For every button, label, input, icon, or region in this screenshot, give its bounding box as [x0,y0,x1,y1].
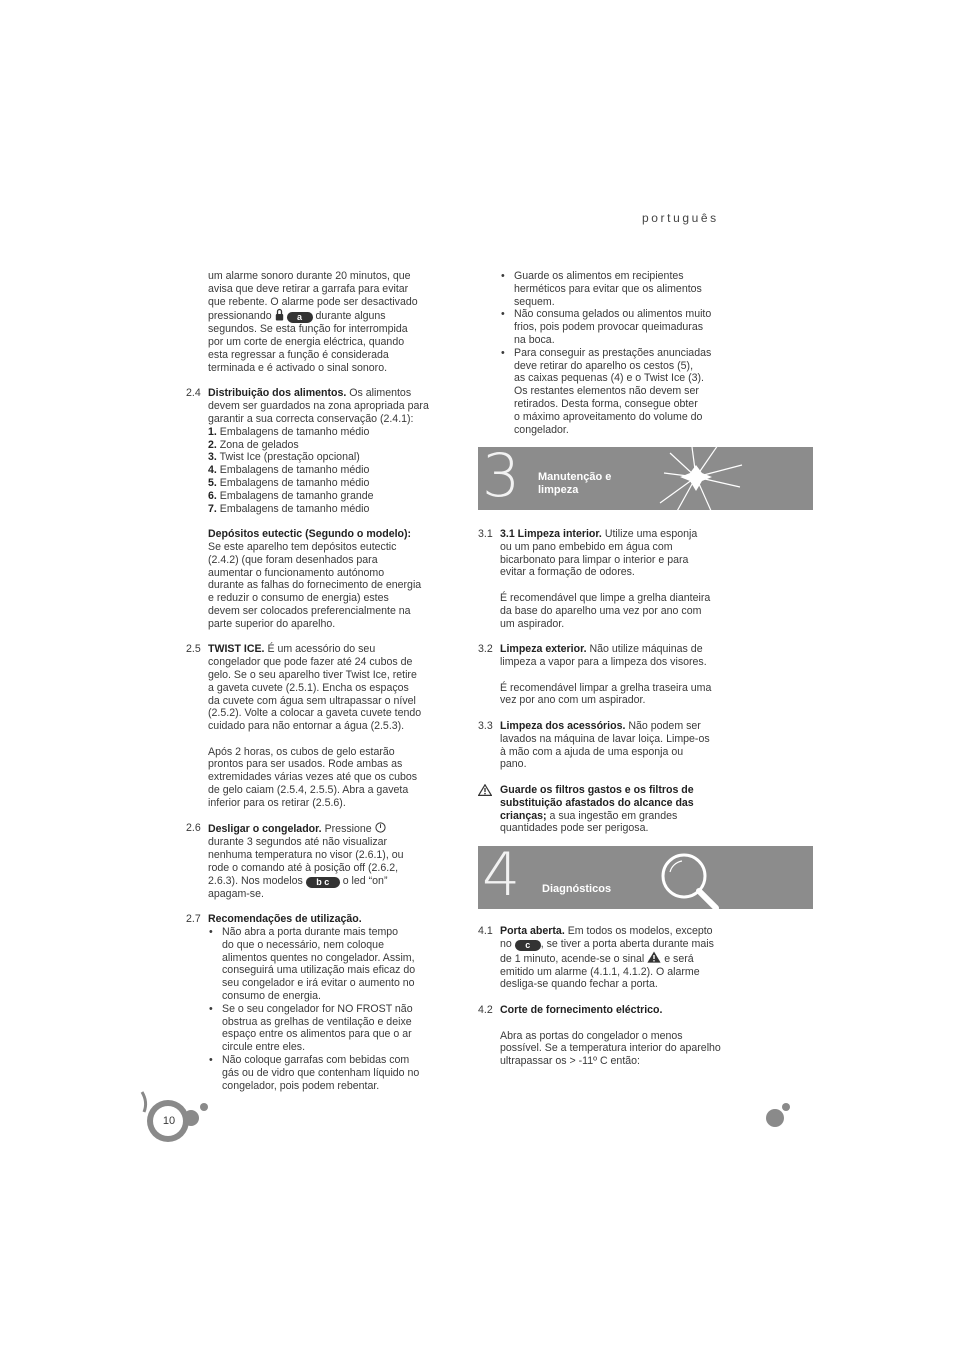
section-3-banner [478,447,813,510]
list-item: • Não abra a porta durante mais tempo do que o necessário, nem coloque alimentos quentes no congelador. Assim, conseguirá uma utilização mais eficaz do seu congelador e irá evitar o aumento no consumo de energia. [208,926,436,1003]
section-title: TWIST ICE. [208,643,265,656]
list-item: 7. Embalagens de tamanho médio [208,502,370,515]
magnifier-icon [658,850,728,909]
right-column-middle [478,528,728,835]
section-number: 2.4 [186,387,201,400]
list-item: 2. Zona de gelados [208,438,299,451]
button-a-icon: a [287,312,313,323]
list-item: 1. Embalagens de tamanho médio [208,425,370,438]
section-number: 2.7 [186,913,201,926]
list-item: 5. Embalagens de tamanho médio [208,476,370,489]
section-title: 3.1 Limpeza interior. [500,528,602,540]
list-item: • Guarde os alimentos em recipientes herméticos para evitar que os alimentos sequem. [500,270,728,308]
list-item: • Não consuma gelados ou alimentos muito frios, pois podem provocar queimaduras na boca. [500,308,728,346]
alarm-warning-icon [647,951,661,963]
language-label: português [642,211,719,225]
section-3-3: 3.3 Limpeza dos acessórios. Não podem ser lavados na máquina de lavar loiça. Limpe-os à mão com a ajuda de uma esponja ou pano. [478,719,710,771]
section-title: Porta aberta. [500,925,565,937]
section-4-banner [478,846,813,909]
power-icon [375,822,386,833]
section-4-2: 4.2 Corte de fornecimento eléctrico. Abra as portas do congelador o menos possível. Se a temperatura interior do aparelho ultrapassar os > -11º C então: [478,1003,721,1068]
section-number: 2.6 [186,822,201,835]
section-title: Desligar o congelador. [208,823,322,836]
intro-paragraph: um alarme sonoro durante 20 minutos, que avisa que deve retirar a garrafa para evitar que rebente. O alarme pode ser desactivado pressionando a durante alguns segundos. Se esta função for interrompida por um corte de energia eléctrica, quando esta regressar a função é considerada terminada e é activado o sinal sonoro. [208,270,418,374]
section-title: Distribuição dos alimentos. [208,387,347,400]
warning-icon [478,784,492,796]
section-number: 2.5 [186,643,201,656]
section-title: Recomendações de utilização. [208,913,362,926]
right-column-bottom [478,925,728,1068]
lock-icon [275,308,284,321]
section-title: Limpeza exterior. [500,643,587,656]
section-4-title: Diagnósticos [542,883,612,895]
section-number: 3.1 [478,528,493,540]
section-2-5: 2.5 TWIST ICE. É um acessório do seu congelador que pode fazer até 24 cubos de gelo. Se o seu aparelho tiver Twist Ice, retire a gaveta cuvete (2.5.1). Encha os espaços da cuvete com água sem ultrapassar o nível (2.5.2). Volte a colocar a gaveta cuvete tendo cuidado para não entornar a água (2.5.3). Após 2 horas, os cubos de gelo estarão prontos para ser usados. Rode ambas as extremidades várias vezes até que os cubos de gelo caiam (2.5.4, 2.5.5). Abra a gaveta inferior para os retirar (2.5.6). [186,643,422,809]
list-item: 3. Twist Ice (prestação opcional) [208,451,360,464]
list-item: • Para conseguir as prestações anunciadas deve retirar do aparelho os cestos (5), as caixas pequenas (4) e o Twist Ice (3). Os restantes elementos não devem ser retirados. Desta forma, consegue obter o máximo aproveitamento do volume do congelador. [500,347,728,437]
left-column [186,270,436,1092]
section-number: 3.3 [478,719,493,732]
button-c-icon: c [515,940,541,951]
section-2-7 [186,913,436,1092]
section-number: 3.2 [478,643,493,656]
footer-dots-icon [764,1100,794,1130]
list-item: 6. Embalagens de tamanho grande [208,489,374,502]
eutectic-title: Depósitos eutectic (Segundo o modelo): [208,528,412,541]
section-4-number: 4 [482,846,521,909]
section-title: Limpeza dos acessórios. [500,719,626,732]
section-3-1: 3.1 3.1 Limpeza interior. Utilize uma esponja ou um pano embebido em água com bicarbonato para limpar o interior e para evitar a formação de odores. É recomendável que limpe a grelha dianteira da base do aparelho uma vez por ano com um aspirador. [478,528,711,630]
sparkle-icon [656,447,746,510]
button-bc-icon: b c [306,877,340,888]
section-2-4: 2.4 Distribuição dos alimentos. Os alimentos devem ser guardados na zona apropriada para garantir a sua correcta conservação (2.4.1): 1. Embalagens de tamanho médio 2. Zona de gelados 3. Twist Ice (prestação opcional) 4. Embalagens de tamanho médio 5. Embalagens de tamanho médio 6. Embalagens de tamanho grande 7. Embalagens de tamanho médio Depósitos eutectic (Segundo o modelo): Se este aparelho tem depósitos eutectic (2.4.2) (que foram desenhados para aumentar o funcionamento autónomo durante as falhas do fornecimento de energia e reduzir o consumo de energia) estes devem ser colocados preferencialmente na parte superior do aparelho. [186,387,436,630]
list-item: 4. Embalagens de tamanho médio [208,464,370,477]
section-number: 4.1 [478,925,493,937]
section-3-title: Manutenção e limpeza [538,471,612,496]
section-4-1: 4.1 Porta aberta. Em todos os modelos, excepto no c , se tiver a porta aberta durante mais de 1 minuto, acende-se o sinal e será emitido um alarme (4.1.1, 4.1.2). O alarme desliga-se quando fechar a porta. [478,925,714,991]
list-item: • Não coloque garrafas com bebidas com gás ou de vidro que contenham líquido no congelador, pois podem rebentar. [208,1054,436,1092]
right-column-top [478,270,728,436]
section-title: Corte de fornecimento eléctrico. [500,1003,663,1016]
section-3-2: 3.2 Limpeza exterior. Não utilize máquinas de limpeza a vapor para a limpeza dos visores. É recomendável limpar a grelha traseira uma vez por ano com um aspirador. [478,643,712,707]
list-item: • Se o seu congelador for NO FROST não obstrua as grelhas de ventilação e deixe espaço entre os alimentos para que o ar circule entre eles. [208,1003,436,1054]
page-number: 10 [162,1115,176,1127]
section-number: 4.2 [478,1003,493,1016]
section-2-6: 2.6 Desligar o congelador. Pressione durante 3 segundos até não visualizar nenhuma temperatura no visor (2.6.1), ou rode o comando até à posição off (2.6.2, 2.6.3). Nos modelos b c o led “on” apagam-se. [186,822,404,900]
section-3-number: 3 [482,447,521,510]
warning-note: Guarde os filtros gastos e os filtros de substituição afastados do alcance das crianças; a sua ingestão em grandes quantidades pode ser perigosa. [478,784,728,835]
